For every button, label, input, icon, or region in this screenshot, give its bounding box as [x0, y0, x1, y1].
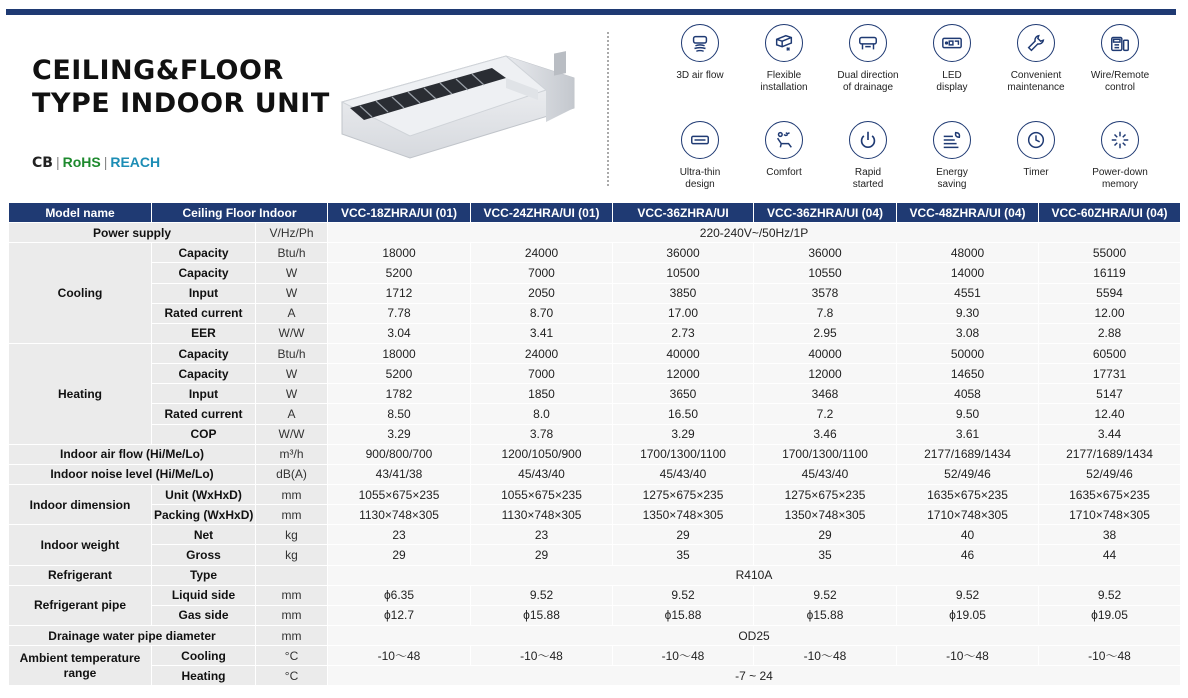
air-flow-icon	[681, 24, 719, 62]
feature-flexible-installation	[739, 24, 829, 94]
clock-icon	[1017, 121, 1055, 159]
title-line-2: TYPE INDOOR UNIT	[32, 88, 330, 119]
header-model-name: Model name	[9, 203, 152, 223]
table-row	[9, 605, 1181, 625]
drainage-icon	[849, 24, 887, 62]
value-cell: 40000	[754, 343, 897, 363]
power-icon	[849, 121, 887, 159]
value-cell: OD25	[328, 625, 1181, 645]
value-cell: 46	[897, 545, 1039, 565]
value-cell: 7.2	[754, 404, 897, 424]
value-cell: 60500	[1039, 343, 1181, 363]
unit-cell: A	[256, 404, 328, 424]
value-cell: 9.52	[754, 585, 897, 605]
value-cell: 1710×748×305	[1039, 505, 1181, 525]
value-cell: 1200/1050/900	[471, 444, 613, 464]
unit-cell: m³/h	[256, 444, 328, 464]
header-model: VCC-24ZHRA/UI (01)	[471, 203, 613, 223]
value-cell: 10550	[754, 263, 897, 283]
unit-cell: °C	[256, 666, 328, 686]
group-label: Cooling	[9, 243, 152, 344]
unit-cell: W	[256, 364, 328, 384]
top-accent-bar	[6, 9, 1176, 15]
unit-cell: W	[256, 263, 328, 283]
value-cell: 2.88	[1039, 323, 1181, 343]
value-cell: 29	[613, 525, 754, 545]
feature-label: Flexible installation	[760, 70, 808, 93]
value-cell: 220-240V~/50Hz/1P	[328, 223, 1181, 243]
feature-label: Timer	[1023, 167, 1049, 178]
group-label: Refrigerant	[9, 565, 152, 585]
value-cell: 9.30	[897, 303, 1039, 323]
row-label: Cooling	[152, 646, 256, 666]
row-label: Unit (WxHxD)	[152, 484, 256, 504]
value-cell: 43/41/38	[328, 464, 471, 484]
value-cell: 8.0	[471, 404, 613, 424]
unit-cell: Btu/h	[256, 243, 328, 263]
value-cell: 1275×675×235	[754, 484, 897, 504]
value-cell: -10～48	[328, 646, 471, 666]
value-cell: 3850	[613, 283, 754, 303]
table-row	[9, 364, 1181, 384]
cb-cert: CB	[32, 155, 53, 171]
value-cell: 9.52	[613, 585, 754, 605]
value-cell: 29	[754, 525, 897, 545]
title-line-1: CEILING&FLOOR	[32, 55, 284, 86]
feature-wire-remote-control	[1075, 24, 1165, 94]
group-label: Ambient temperature range	[9, 646, 152, 686]
value-cell: 9.52	[1039, 585, 1181, 605]
unit-cell: dB(A)	[256, 464, 328, 484]
value-cell: 3.44	[1039, 424, 1181, 444]
value-cell: 17.00	[613, 303, 754, 323]
unit-cell	[256, 565, 328, 585]
value-cell: 45/43/40	[613, 464, 754, 484]
unit-cell: mm	[256, 505, 328, 525]
value-cell: 14000	[897, 263, 1039, 283]
value-cell: 52/49/46	[897, 464, 1039, 484]
wrench-icon	[1017, 24, 1055, 62]
header-model: VCC-18ZHRA/UI (01)	[328, 203, 471, 223]
header-type-name: Ceiling Floor Indoor	[152, 203, 328, 223]
value-cell: 8.50	[328, 404, 471, 424]
value-cell: 7.78	[328, 303, 471, 323]
unit-cell: mm	[256, 605, 328, 625]
value-cell: 40000	[613, 343, 754, 363]
feature-label: Comfort	[766, 167, 802, 178]
table-row	[9, 303, 1181, 323]
feature-rapid-started	[823, 121, 913, 191]
power-down-memory-icon	[1101, 121, 1139, 159]
value-cell: -10～48	[613, 646, 754, 666]
indoor-unit-image	[336, 50, 580, 162]
table-row	[9, 223, 1181, 243]
feature-label: Wire/Remote control	[1090, 70, 1150, 93]
value-cell: 52/49/46	[1039, 464, 1181, 484]
value-cell: 1055×675×235	[328, 484, 471, 504]
certification-logos	[32, 154, 160, 171]
remote-control-icon	[1101, 24, 1139, 62]
value-cell: 3578	[754, 283, 897, 303]
table-header-row	[9, 203, 1181, 223]
value-cell: 45/43/40	[471, 464, 613, 484]
table-row	[9, 525, 1181, 545]
cert-separator: |	[103, 154, 108, 170]
table-row	[9, 666, 1181, 686]
row-label: Heating	[152, 666, 256, 686]
table-row	[9, 384, 1181, 404]
value-cell: 1350×748×305	[754, 505, 897, 525]
value-cell: 23	[471, 525, 613, 545]
value-cell: 38	[1039, 525, 1181, 545]
feature-comfort	[739, 121, 829, 179]
row-label: Capacity	[152, 364, 256, 384]
row-label: Liquid side	[152, 585, 256, 605]
value-cell: 5147	[1039, 384, 1181, 404]
value-cell: 1130×748×305	[328, 505, 471, 525]
value-cell: 7.8	[754, 303, 897, 323]
header-model: VCC-48ZHRA/UI (04)	[897, 203, 1039, 223]
table-row	[9, 565, 1181, 585]
feature-label: Energy saving	[936, 167, 968, 190]
header-divider	[607, 32, 609, 186]
unit-cell: A	[256, 303, 328, 323]
row-label: Drainage water pipe diameter	[9, 625, 256, 645]
feature-label: Convenient maintenance	[1007, 70, 1065, 93]
value-cell: 1712	[328, 283, 471, 303]
row-label: Packing (WxHxD)	[152, 505, 256, 525]
unit-cell: W/W	[256, 424, 328, 444]
value-cell: ϕ19.05	[1039, 605, 1181, 625]
value-cell: -10～48	[471, 646, 613, 666]
value-cell: 40	[897, 525, 1039, 545]
unit-cell: W/W	[256, 323, 328, 343]
value-cell: 1275×675×235	[613, 484, 754, 504]
value-cell: 3.41	[471, 323, 613, 343]
value-cell: 9.52	[897, 585, 1039, 605]
table-row	[9, 343, 1181, 363]
value-cell: 3650	[613, 384, 754, 404]
value-cell: 36000	[754, 243, 897, 263]
row-label: Indoor noise level (Hi/Me/Lo)	[9, 464, 256, 484]
value-cell: 17731	[1039, 364, 1181, 384]
value-cell: 3468	[754, 384, 897, 404]
value-cell: 24000	[471, 343, 613, 363]
feature-3d-air-flow	[655, 24, 745, 82]
energy-saving-icon	[933, 121, 971, 159]
group-label: Indoor dimension	[9, 484, 152, 524]
value-cell: 45/43/40	[754, 464, 897, 484]
row-label: Net	[152, 525, 256, 545]
value-cell: 2050	[471, 283, 613, 303]
value-cell: 3.78	[471, 424, 613, 444]
feature-label: LED display	[936, 70, 968, 93]
value-cell: 16119	[1039, 263, 1181, 283]
value-cell: -10～48	[897, 646, 1039, 666]
installation-icon	[765, 24, 803, 62]
reach-cert: REACH	[110, 154, 161, 170]
unit-cell: mm	[256, 484, 328, 504]
table-row	[9, 484, 1181, 504]
table-row	[9, 424, 1181, 444]
cert-separator: |	[55, 154, 60, 170]
unit-cell: °C	[256, 646, 328, 666]
group-label: Refrigerant pipe	[9, 585, 152, 625]
value-cell: 5594	[1039, 283, 1181, 303]
unit-cell: mm	[256, 625, 328, 645]
value-cell: 3.29	[613, 424, 754, 444]
rohs-cert: RoHS	[62, 154, 101, 170]
table-row	[9, 505, 1181, 525]
unit-cell: kg	[256, 545, 328, 565]
value-cell: 12000	[613, 364, 754, 384]
row-label: Power supply	[9, 223, 256, 243]
value-cell: R410A	[328, 565, 1181, 585]
row-label: Capacity	[152, 243, 256, 263]
value-cell: 29	[471, 545, 613, 565]
table-row	[9, 283, 1181, 303]
feature-label: Power-down memory	[1092, 167, 1148, 190]
value-cell: 35	[754, 545, 897, 565]
value-cell: 5200	[328, 263, 471, 283]
value-cell: 7000	[471, 263, 613, 283]
value-cell: 1130×748×305	[471, 505, 613, 525]
table-row	[9, 545, 1181, 565]
value-cell: 44	[1039, 545, 1181, 565]
feature-timer	[991, 121, 1081, 179]
value-cell: 48000	[897, 243, 1039, 263]
value-cell: ϕ19.05	[897, 605, 1039, 625]
group-label: Indoor weight	[9, 525, 152, 565]
value-cell: 1635×675×235	[1039, 484, 1181, 504]
feature-energy-saving	[907, 121, 997, 191]
value-cell: 5200	[328, 364, 471, 384]
table-row	[9, 646, 1181, 666]
row-label: Capacity	[152, 343, 256, 363]
unit-cell: kg	[256, 525, 328, 545]
value-cell: -10～48	[1039, 646, 1181, 666]
value-cell: 35	[613, 545, 754, 565]
value-cell: ϕ6.35	[328, 585, 471, 605]
table-row	[9, 625, 1181, 645]
value-cell: 12.00	[1039, 303, 1181, 323]
header-model: VCC-60ZHRA/UI (04)	[1039, 203, 1181, 223]
value-cell: 16.50	[613, 404, 754, 424]
value-cell: 3.04	[328, 323, 471, 343]
value-cell: 1850	[471, 384, 613, 404]
row-label: Type	[152, 565, 256, 585]
group-label: Heating	[9, 343, 152, 444]
row-label: Gross	[152, 545, 256, 565]
feature-power-down-memory	[1075, 121, 1165, 191]
value-cell: 24000	[471, 243, 613, 263]
row-label: Indoor air flow (Hi/Me/Lo)	[9, 444, 256, 464]
row-label: Input	[152, 384, 256, 404]
feature-icons	[646, 24, 1166, 194]
feature-label: Ultra-thin design	[679, 167, 721, 190]
value-cell: 7000	[471, 364, 613, 384]
value-cell: 50000	[897, 343, 1039, 363]
value-cell: -7 ~ 24	[328, 666, 1181, 686]
value-cell: 8.70	[471, 303, 613, 323]
value-cell: 2177/1689/1434	[1039, 444, 1181, 464]
value-cell: 23	[328, 525, 471, 545]
table-row	[9, 585, 1181, 605]
row-label: Rated current	[152, 404, 256, 424]
unit-cell: V/Hz/Ph	[256, 223, 328, 243]
table-row	[9, 263, 1181, 283]
unit-cell: W	[256, 283, 328, 303]
value-cell: 18000	[328, 243, 471, 263]
value-cell: 1635×675×235	[897, 484, 1039, 504]
unit-cell: Btu/h	[256, 343, 328, 363]
value-cell: 14650	[897, 364, 1039, 384]
value-cell: ϕ12.7	[328, 605, 471, 625]
value-cell: 2.95	[754, 323, 897, 343]
table-row	[9, 444, 1181, 464]
value-cell: 55000	[1039, 243, 1181, 263]
unit-cell: mm	[256, 585, 328, 605]
value-cell: 1350×748×305	[613, 505, 754, 525]
feature-label: 3D air flow	[676, 70, 724, 81]
feature-led-display	[907, 24, 997, 94]
feature-label: Rapid started	[852, 167, 884, 190]
value-cell: 1710×748×305	[897, 505, 1039, 525]
value-cell: 9.52	[471, 585, 613, 605]
row-label: Gas side	[152, 605, 256, 625]
value-cell: 3.08	[897, 323, 1039, 343]
value-cell: 36000	[613, 243, 754, 263]
value-cell: 2177/1689/1434	[897, 444, 1039, 464]
value-cell: ϕ15.88	[613, 605, 754, 625]
table-row	[9, 464, 1181, 484]
spec-table	[8, 202, 1181, 686]
value-cell: 12000	[754, 364, 897, 384]
value-cell: 10500	[613, 263, 754, 283]
led-display-icon	[933, 24, 971, 62]
value-cell: 12.40	[1039, 404, 1181, 424]
feature-label: Dual direction of drainage	[837, 70, 899, 93]
row-label: Rated current	[152, 303, 256, 323]
ultra-thin-icon	[681, 121, 719, 159]
row-label: Input	[152, 283, 256, 303]
table-row	[9, 323, 1181, 343]
value-cell: 1700/1300/1100	[613, 444, 754, 464]
feature-ultra-thin	[655, 121, 745, 191]
value-cell: 900/800/700	[328, 444, 471, 464]
value-cell: 1700/1300/1100	[754, 444, 897, 464]
value-cell: 4551	[897, 283, 1039, 303]
value-cell: ϕ15.88	[471, 605, 613, 625]
value-cell: 9.50	[897, 404, 1039, 424]
value-cell: 18000	[328, 343, 471, 363]
unit-cell: W	[256, 384, 328, 404]
value-cell: 1782	[328, 384, 471, 404]
value-cell: 2.73	[613, 323, 754, 343]
row-label: COP	[152, 424, 256, 444]
feature-convenient-maintenance	[991, 24, 1081, 94]
row-label: Capacity	[152, 263, 256, 283]
value-cell: 1055×675×235	[471, 484, 613, 504]
value-cell: 3.46	[754, 424, 897, 444]
value-cell: -10～48	[754, 646, 897, 666]
header-model: VCC-36ZHRA/UI	[613, 203, 754, 223]
comfort-icon	[765, 121, 803, 159]
value-cell: 3.29	[328, 424, 471, 444]
table-row	[9, 243, 1181, 263]
value-cell: ϕ15.88	[754, 605, 897, 625]
value-cell: 29	[328, 545, 471, 565]
table-row	[9, 404, 1181, 424]
page-title	[32, 54, 330, 120]
feature-dual-drainage	[823, 24, 913, 94]
header-model: VCC-36ZHRA/UI (04)	[754, 203, 897, 223]
value-cell: 3.61	[897, 424, 1039, 444]
value-cell: 4058	[897, 384, 1039, 404]
row-label: EER	[152, 323, 256, 343]
